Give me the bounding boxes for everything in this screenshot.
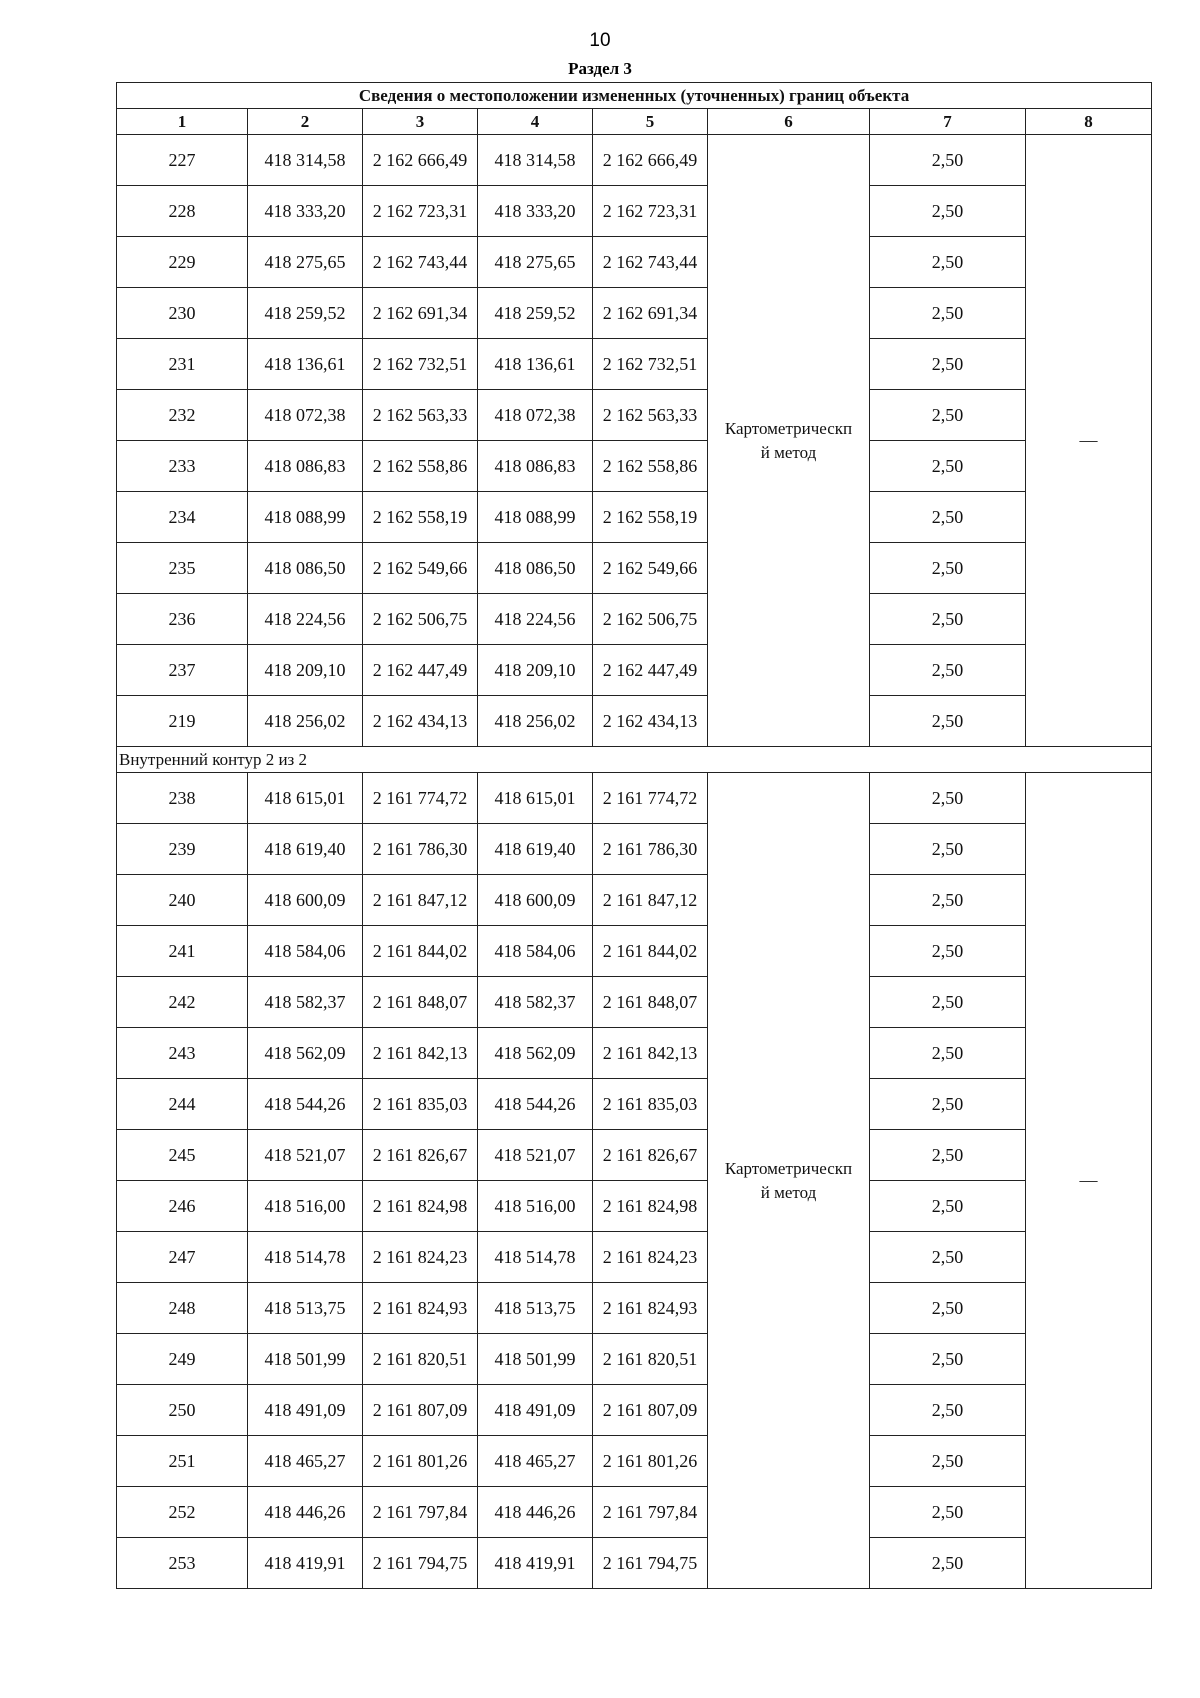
y-old-cell: 2 162 558,86 (363, 441, 478, 492)
precision-cell: 2,50 (870, 1181, 1026, 1232)
note-cell: — (1026, 135, 1152, 747)
table-row (117, 1130, 1152, 1181)
point-number-cell: 236 (117, 594, 248, 645)
y-old-cell: 2 162 723,31 (363, 186, 478, 237)
x-new-cell: 418 544,26 (478, 1079, 593, 1130)
method-text-line: Картометрическп (724, 418, 853, 438)
y-old-cell: 2 162 434,13 (363, 696, 478, 747)
table-row (117, 288, 1152, 339)
point-number-cell: 232 (117, 390, 248, 441)
point-number-cell: 245 (117, 1130, 248, 1181)
point-number-cell: 234 (117, 492, 248, 543)
y-old-cell: 2 162 691,34 (363, 288, 478, 339)
precision-cell: 2,50 (870, 1079, 1026, 1130)
x-new-cell: 418 275,65 (478, 237, 593, 288)
precision-cell: 2,50 (870, 135, 1026, 186)
precision-cell: 2,50 (870, 237, 1026, 288)
precision-cell: 2,50 (870, 1487, 1026, 1538)
y-new-cell: 2 161 835,03 (593, 1079, 708, 1130)
y-old-cell: 2 161 820,51 (363, 1334, 478, 1385)
x-old-cell: 418 615,01 (248, 773, 363, 824)
table-row (117, 824, 1152, 875)
y-new-cell: 2 162 506,75 (593, 594, 708, 645)
precision-cell: 2,50 (870, 875, 1026, 926)
point-number-cell: 239 (117, 824, 248, 875)
table-row (117, 390, 1152, 441)
x-old-cell: 418 516,00 (248, 1181, 363, 1232)
x-old-cell: 418 446,26 (248, 1487, 363, 1538)
x-new-cell: 418 501,99 (478, 1334, 593, 1385)
y-old-cell: 2 161 842,13 (363, 1028, 478, 1079)
table-row (117, 186, 1152, 237)
table-row (117, 1385, 1152, 1436)
y-old-cell: 2 161 801,26 (363, 1436, 478, 1487)
x-new-cell: 418 419,91 (478, 1538, 593, 1589)
point-number-cell: 240 (117, 875, 248, 926)
method-cell (708, 135, 870, 747)
x-new-cell: 418 516,00 (478, 1181, 593, 1232)
x-old-cell: 418 521,07 (248, 1130, 363, 1181)
contour-label-row (117, 747, 1152, 773)
column-number: 3 (363, 109, 478, 135)
x-old-cell: 418 582,37 (248, 977, 363, 1028)
y-old-cell: 2 161 826,67 (363, 1130, 478, 1181)
x-old-cell: 418 086,83 (248, 441, 363, 492)
point-number-cell: 238 (117, 773, 248, 824)
precision-cell: 2,50 (870, 977, 1026, 1028)
y-old-cell: 2 161 847,12 (363, 875, 478, 926)
y-old-cell: 2 162 666,49 (363, 135, 478, 186)
precision-cell: 2,50 (870, 186, 1026, 237)
precision-cell: 2,50 (870, 1334, 1026, 1385)
precision-cell: 2,50 (870, 594, 1026, 645)
table-row (117, 441, 1152, 492)
y-new-cell: 2 161 801,26 (593, 1436, 708, 1487)
y-old-cell: 2 161 848,07 (363, 977, 478, 1028)
table-row (117, 237, 1152, 288)
y-new-cell: 2 161 847,12 (593, 875, 708, 926)
y-old-cell: 2 161 807,09 (363, 1385, 478, 1436)
y-old-cell: 2 162 743,44 (363, 237, 478, 288)
y-old-cell: 2 161 774,72 (363, 773, 478, 824)
point-number-cell: 229 (117, 237, 248, 288)
y-old-cell: 2 161 797,84 (363, 1487, 478, 1538)
table-row (117, 1538, 1152, 1589)
y-new-cell: 2 162 732,51 (593, 339, 708, 390)
table-row (117, 1436, 1152, 1487)
x-new-cell: 418 209,10 (478, 645, 593, 696)
x-old-cell: 418 088,99 (248, 492, 363, 543)
x-new-cell: 418 465,27 (478, 1436, 593, 1487)
x-new-cell: 418 072,38 (478, 390, 593, 441)
page-number: 10 (589, 30, 611, 51)
point-number-cell: 233 (117, 441, 248, 492)
table-row (117, 1487, 1152, 1538)
y-new-cell: 2 161 786,30 (593, 824, 708, 875)
table-caption-row (117, 83, 1152, 109)
precision-cell: 2,50 (870, 1385, 1026, 1436)
y-new-cell: 2 161 824,93 (593, 1283, 708, 1334)
x-old-cell: 418 086,50 (248, 543, 363, 594)
y-new-cell: 2 161 794,75 (593, 1538, 708, 1589)
x-new-cell: 418 514,78 (478, 1232, 593, 1283)
precision-cell: 2,50 (870, 1436, 1026, 1487)
precision-cell: 2,50 (870, 441, 1026, 492)
point-number-cell: 219 (117, 696, 248, 747)
column-number: 6 (708, 109, 870, 135)
point-number-cell: 249 (117, 1334, 248, 1385)
table-row (117, 135, 1152, 186)
column-number: 2 (248, 109, 363, 135)
point-number-cell: 235 (117, 543, 248, 594)
x-old-cell: 418 501,99 (248, 1334, 363, 1385)
x-old-cell: 418 584,06 (248, 926, 363, 977)
method-text-line: й метод (760, 1182, 817, 1202)
column-number: 1 (117, 109, 248, 135)
x-new-cell: 418 619,40 (478, 824, 593, 875)
table-row (117, 1028, 1152, 1079)
x-old-cell: 418 514,78 (248, 1232, 363, 1283)
x-new-cell: 418 333,20 (478, 186, 593, 237)
x-new-cell: 418 562,09 (478, 1028, 593, 1079)
x-new-cell: 418 615,01 (478, 773, 593, 824)
point-number-cell: 252 (117, 1487, 248, 1538)
column-number: 7 (870, 109, 1026, 135)
x-old-cell: 418 314,58 (248, 135, 363, 186)
column-number: 5 (593, 109, 708, 135)
x-old-cell: 418 259,52 (248, 288, 363, 339)
x-old-cell: 418 491,09 (248, 1385, 363, 1436)
x-old-cell: 418 209,10 (248, 645, 363, 696)
y-old-cell: 2 161 835,03 (363, 1079, 478, 1130)
point-number-cell: 243 (117, 1028, 248, 1079)
y-new-cell: 2 161 820,51 (593, 1334, 708, 1385)
y-new-cell: 2 161 844,02 (593, 926, 708, 977)
point-number-cell: 248 (117, 1283, 248, 1334)
y-old-cell: 2 161 844,02 (363, 926, 478, 977)
y-new-cell: 2 161 807,09 (593, 1385, 708, 1436)
table-row (117, 875, 1152, 926)
precision-cell: 2,50 (870, 1028, 1026, 1079)
contour-label: Внутренний контур 2 из 2 (117, 747, 1152, 773)
y-new-cell: 2 162 743,44 (593, 237, 708, 288)
x-new-cell: 418 088,99 (478, 492, 593, 543)
table-row (117, 1232, 1152, 1283)
table-row (117, 926, 1152, 977)
boundary-coordinates-table (116, 82, 1152, 1589)
table-row (117, 645, 1152, 696)
column-number: 4 (478, 109, 593, 135)
y-old-cell: 2 162 563,33 (363, 390, 478, 441)
precision-cell: 2,50 (870, 339, 1026, 390)
x-new-cell: 418 224,56 (478, 594, 593, 645)
y-new-cell: 2 161 826,67 (593, 1130, 708, 1181)
section-title: Раздел 3 (568, 59, 632, 78)
table-row (117, 977, 1152, 1028)
y-old-cell: 2 162 558,19 (363, 492, 478, 543)
precision-cell: 2,50 (870, 543, 1026, 594)
x-new-cell: 418 259,52 (478, 288, 593, 339)
table-body (117, 83, 1152, 1589)
table-row (117, 543, 1152, 594)
x-new-cell: 418 513,75 (478, 1283, 593, 1334)
method-cell (708, 773, 870, 1589)
x-new-cell: 418 521,07 (478, 1130, 593, 1181)
y-old-cell: 2 162 506,75 (363, 594, 478, 645)
y-new-cell: 2 161 774,72 (593, 773, 708, 824)
x-new-cell: 418 256,02 (478, 696, 593, 747)
table-row (117, 696, 1152, 747)
y-new-cell: 2 162 691,34 (593, 288, 708, 339)
x-new-cell: 418 086,83 (478, 441, 593, 492)
x-old-cell: 418 072,38 (248, 390, 363, 441)
precision-cell: 2,50 (870, 824, 1026, 875)
y-old-cell: 2 161 786,30 (363, 824, 478, 875)
x-new-cell: 418 600,09 (478, 875, 593, 926)
point-number-cell: 247 (117, 1232, 248, 1283)
table-row (117, 1181, 1152, 1232)
y-new-cell: 2 162 549,66 (593, 543, 708, 594)
point-number-cell: 250 (117, 1385, 248, 1436)
y-new-cell: 2 162 558,19 (593, 492, 708, 543)
precision-cell: 2,50 (870, 492, 1026, 543)
precision-cell: 2,50 (870, 288, 1026, 339)
y-new-cell: 2 161 824,23 (593, 1232, 708, 1283)
x-old-cell: 418 465,27 (248, 1436, 363, 1487)
y-old-cell: 2 161 794,75 (363, 1538, 478, 1589)
method-text-line: й метод (760, 442, 817, 462)
point-number-cell: 231 (117, 339, 248, 390)
y-old-cell: 2 161 824,23 (363, 1232, 478, 1283)
x-new-cell: 418 086,50 (478, 543, 593, 594)
x-old-cell: 418 544,26 (248, 1079, 363, 1130)
point-number-cell: 241 (117, 926, 248, 977)
point-number-cell: 246 (117, 1181, 248, 1232)
x-old-cell: 418 600,09 (248, 875, 363, 926)
method-text-line: Картометрическп (724, 1158, 853, 1178)
point-number-cell: 228 (117, 186, 248, 237)
y-new-cell: 2 161 797,84 (593, 1487, 708, 1538)
y-old-cell: 2 161 824,93 (363, 1283, 478, 1334)
x-new-cell: 418 136,61 (478, 339, 593, 390)
x-new-cell: 418 314,58 (478, 135, 593, 186)
y-new-cell: 2 162 447,49 (593, 645, 708, 696)
y-old-cell: 2 162 732,51 (363, 339, 478, 390)
y-new-cell: 2 161 848,07 (593, 977, 708, 1028)
x-old-cell: 418 275,65 (248, 237, 363, 288)
table-row (117, 492, 1152, 543)
point-number-cell: 230 (117, 288, 248, 339)
y-new-cell: 2 162 563,33 (593, 390, 708, 441)
x-old-cell: 418 136,61 (248, 339, 363, 390)
x-old-cell: 418 419,91 (248, 1538, 363, 1589)
table-caption: Сведения о местоположении измененных (уточненных) границ объекта (117, 83, 1152, 109)
y-old-cell: 2 162 447,49 (363, 645, 478, 696)
x-new-cell: 418 446,26 (478, 1487, 593, 1538)
y-old-cell: 2 162 549,66 (363, 543, 478, 594)
y-new-cell: 2 162 666,49 (593, 135, 708, 186)
x-old-cell: 418 513,75 (248, 1283, 363, 1334)
x-new-cell: 418 584,06 (478, 926, 593, 977)
column-number: 8 (1026, 109, 1152, 135)
x-old-cell: 418 333,20 (248, 186, 363, 237)
table-row (117, 339, 1152, 390)
point-number-cell: 253 (117, 1538, 248, 1589)
y-new-cell: 2 162 723,31 (593, 186, 708, 237)
point-number-cell: 251 (117, 1436, 248, 1487)
table-row (117, 1283, 1152, 1334)
point-number-cell: 227 (117, 135, 248, 186)
table-row (117, 594, 1152, 645)
table-row (117, 1079, 1152, 1130)
column-number-row (117, 109, 1152, 135)
x-old-cell: 418 224,56 (248, 594, 363, 645)
x-new-cell: 418 491,09 (478, 1385, 593, 1436)
precision-cell: 2,50 (870, 645, 1026, 696)
y-new-cell: 2 162 434,13 (593, 696, 708, 747)
x-old-cell: 418 256,02 (248, 696, 363, 747)
x-new-cell: 418 582,37 (478, 977, 593, 1028)
point-number-cell: 244 (117, 1079, 248, 1130)
note-cell: — (1026, 773, 1152, 1589)
precision-cell: 2,50 (870, 926, 1026, 977)
precision-cell: 2,50 (870, 696, 1026, 747)
y-new-cell: 2 161 824,98 (593, 1181, 708, 1232)
precision-cell: 2,50 (870, 390, 1026, 441)
precision-cell: 2,50 (870, 1232, 1026, 1283)
y-new-cell: 2 162 558,86 (593, 441, 708, 492)
precision-cell: 2,50 (870, 773, 1026, 824)
y-new-cell: 2 161 842,13 (593, 1028, 708, 1079)
x-old-cell: 418 619,40 (248, 824, 363, 875)
x-old-cell: 418 562,09 (248, 1028, 363, 1079)
precision-cell: 2,50 (870, 1538, 1026, 1589)
table-row (117, 773, 1152, 824)
precision-cell: 2,50 (870, 1130, 1026, 1181)
y-old-cell: 2 161 824,98 (363, 1181, 478, 1232)
point-number-cell: 237 (117, 645, 248, 696)
precision-cell: 2,50 (870, 1283, 1026, 1334)
point-number-cell: 242 (117, 977, 248, 1028)
table-row (117, 1334, 1152, 1385)
